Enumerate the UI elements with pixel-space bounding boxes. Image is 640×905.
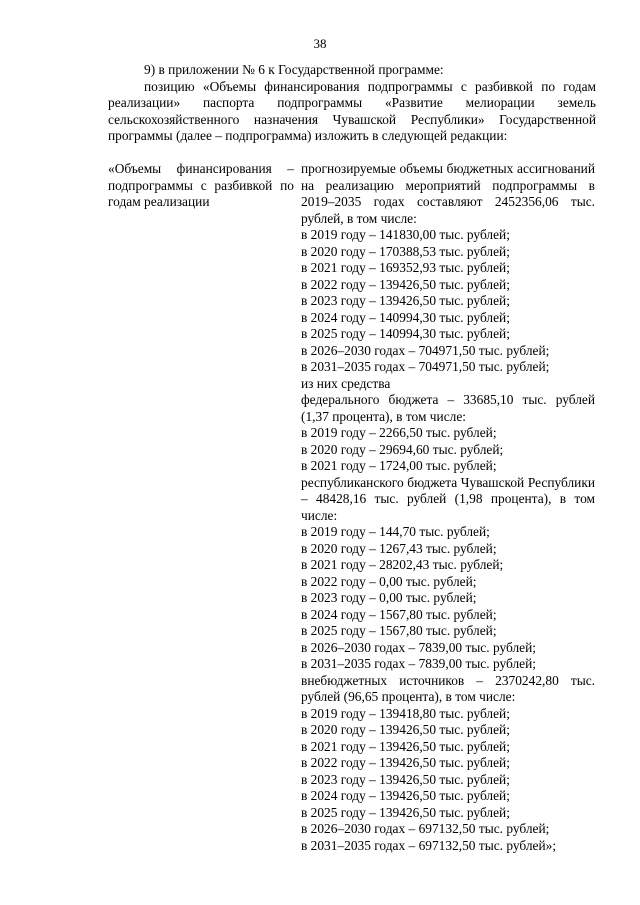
year-amount-line: в 2031–2035 годах – 697132,50 тыс. рублей»; [301, 837, 557, 853]
year-amount-line: в 2023 году – 139426,50 тыс. рублей; [301, 293, 510, 308]
sources-label: из них средства [301, 375, 391, 391]
year-amount-line: в 2022 году – 139426,50 тыс. рублей; [301, 755, 510, 770]
year-amount-line: в 2021 году – 139426,50 тыс. рублей; [301, 738, 510, 754]
amendment-body: позицию «Объемы финансирования подпрограммы с разбивкой по годам реализации» паспорта подпрограммы «Развитие мелиорации земель сельскохозяйственного назначения Чувашской Республики» Государственной программы (далее – подпрограмма) изложить в следующей редакции: [108, 78, 596, 143]
total-years-list [301, 227, 595, 376]
financing-details [301, 161, 595, 854]
extrabudget-paragraph: внебюджетных источников – 2370242,80 тыс. рублей (96,65 процента), в том числе: [301, 672, 595, 704]
year-amount-line: в 2020 году – 170388,53 тыс. рублей; [301, 243, 510, 259]
amendment-intro [108, 62, 596, 145]
year-amount-line: в 2031–2035 годах – 704971,50 тыс. рублей; [301, 359, 550, 374]
year-amount-line: в 2025 году – 139426,50 тыс. рублей; [301, 804, 510, 820]
year-amount-line: в 2026–2030 годах – 7839,00 тыс. рублей; [301, 639, 536, 655]
page-number: 38 [313, 36, 327, 51]
year-amount-line: в 2022 году – 139426,50 тыс. рублей; [301, 276, 510, 292]
total-paragraph: прогнозируемые объемы бюджетных ассигнований на реализацию мероприятий подпрограммы в 2019–2035 годах составляют 2452356,06 тыс. рублей, в том числе: [301, 161, 595, 226]
republic-paragraph: республиканского бюджета Чувашской Республики – 48428,16 тыс. рублей (1,98 процента), в том числе: [301, 474, 595, 523]
extrabudget-years-list [301, 706, 595, 855]
year-amount-line: в 2021 году – 1724,00 тыс. рублей; [301, 458, 497, 473]
year-amount-line: в 2021 году – 28202,43 тыс. рублей; [301, 557, 504, 572]
year-amount-line: в 2026–2030 годах – 697132,50 тыс. рублей; [301, 821, 550, 836]
year-amount-line: в 2024 году – 139426,50 тыс. рублей; [301, 788, 510, 803]
year-amount-line: в 2019 году – 141830,00 тыс. рублей; [301, 227, 510, 242]
federal-years-list [301, 425, 595, 475]
year-amount-line: в 2021 году – 169352,93 тыс. рублей; [301, 260, 510, 275]
year-amount-line: в 2022 году – 0,00 тыс. рублей; [301, 573, 477, 589]
amendment-item: 9) в приложении № 6 к Государственной программе: [144, 62, 444, 77]
year-amount-line: в 2023 году – 139426,50 тыс. рублей; [301, 771, 510, 787]
year-amount-line: в 2031–2035 годах – 7839,00 тыс. рублей; [301, 656, 536, 671]
year-amount-line: в 2020 году – 1267,43 тыс. рублей; [301, 540, 497, 556]
year-amount-line: в 2019 году – 139418,80 тыс. рублей; [301, 705, 510, 721]
year-amount-line: в 2025 году – 1567,80 тыс. рублей; [301, 623, 497, 638]
year-amount-line: в 2024 году – 1567,80 тыс. рублей; [301, 606, 497, 622]
year-amount-line: в 2019 году – 2266,50 тыс. рублей; [301, 425, 497, 440]
year-amount-line: в 2026–2030 годах – 704971,50 тыс. рублей; [301, 342, 550, 358]
year-amount-line: в 2020 году – 29694,60 тыс. рублей; [301, 441, 504, 457]
federal-paragraph: федерального бюджета – 33685,10 тыс. рублей (1,37 процента), в том числе: [301, 392, 595, 424]
year-amount-line: в 2023 году – 0,00 тыс. рублей; [301, 590, 477, 605]
year-amount-line: в 2025 году – 140994,30 тыс. рублей; [301, 326, 510, 341]
year-amount-line: в 2020 году – 139426,50 тыс. рублей; [301, 722, 510, 737]
position-title: «Объемы финансирования – подпрограммы с разбивкой по годам реализации [108, 161, 294, 209]
republic-years-list [301, 524, 595, 673]
year-amount-line: в 2019 году – 144,70 тыс. рублей; [301, 524, 490, 539]
year-amount-line: в 2024 году – 140994,30 тыс. рублей; [301, 309, 510, 325]
